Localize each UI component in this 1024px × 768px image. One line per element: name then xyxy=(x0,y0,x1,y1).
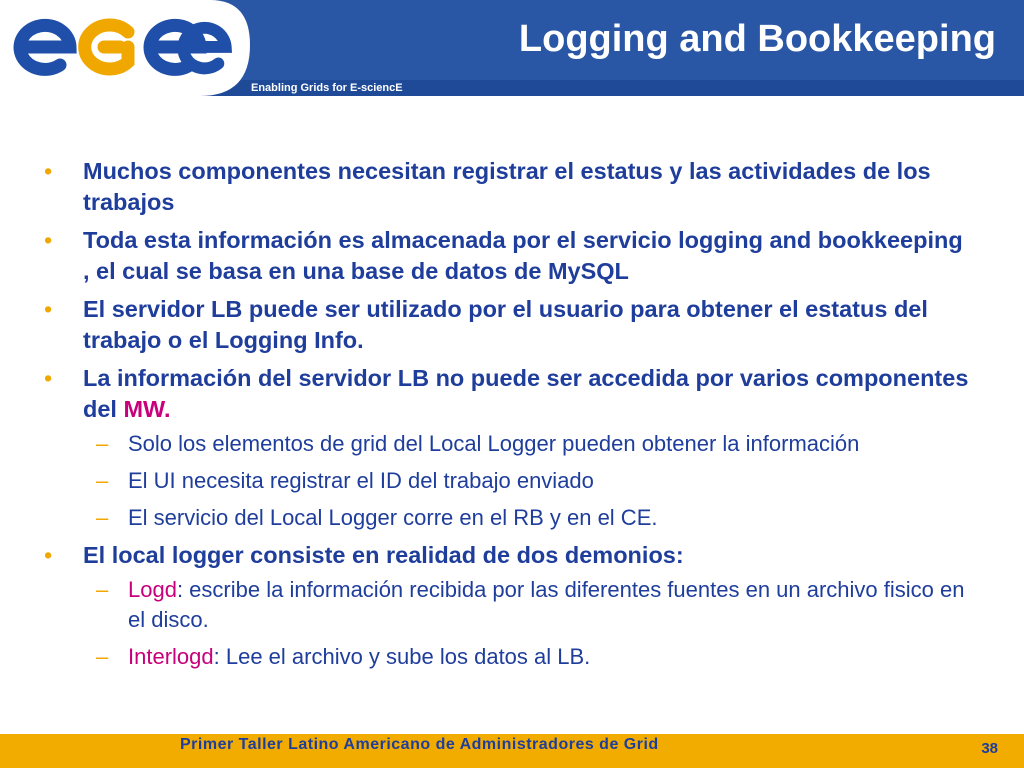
dash-marker: – xyxy=(96,505,109,530)
bullet-item xyxy=(44,540,974,571)
footer-bar xyxy=(0,734,1024,768)
footer-text: Primer Taller Latino Americano de Administradores de Grid xyxy=(180,736,659,753)
dash-marker: – xyxy=(96,431,109,456)
sub-bullet-item xyxy=(44,503,974,533)
bullet-text: Toda esta información es almacenada por el servicio logging and bookkeeping , el cual se basa en una base de datos de MySQL xyxy=(83,227,963,284)
sub-bullet-text: Solo los elementos de grid del Local Logger pueden obtener la información xyxy=(128,431,860,456)
dash-marker: – xyxy=(96,577,109,602)
page-number: 38 xyxy=(981,740,998,757)
sub-bullet-text: : Lee el archivo y sube los datos al LB. xyxy=(213,644,591,669)
bullet-item xyxy=(44,225,974,287)
dash-marker: – xyxy=(96,468,109,493)
bullet-highlight: MW. xyxy=(123,396,171,422)
bullet-text: El servidor LB puede ser utilizado por el usuario para obtener el estatus del trabajo o el Logging Info. xyxy=(83,296,928,353)
dash-marker: – xyxy=(96,644,109,669)
bullet-item xyxy=(44,156,974,218)
sub-bullet-text: : escribe la información recibida por las diferentes fuentes en un archivo fisico en el disco. xyxy=(128,577,965,632)
bullet-marker: • xyxy=(44,158,53,184)
tagline: Enabling Grids for E-sciencE xyxy=(251,82,403,94)
sub-bullet-highlight: Interlogd xyxy=(128,644,214,669)
slide-title: Logging and Bookkeeping xyxy=(518,18,996,60)
bullet-item xyxy=(44,294,974,356)
bullet-text: La información del servidor LB no puede ser accedida por varios componentes del xyxy=(83,365,969,422)
bullet-item xyxy=(44,363,974,425)
bullet-marker: • xyxy=(44,227,53,253)
sub-bullet-item xyxy=(44,466,974,496)
sub-bullet-item xyxy=(44,429,974,459)
sub-bullet-item xyxy=(44,575,974,635)
sub-bullet-text: El servicio del Local Logger corre en el RB y en el CE. xyxy=(128,505,658,530)
egee-logo xyxy=(0,0,250,96)
sub-bullet-highlight: Logd xyxy=(128,577,177,602)
slide-content xyxy=(44,156,974,679)
bullet-marker: • xyxy=(44,542,53,568)
sub-bullet-item xyxy=(44,642,974,672)
sub-bullet-text: El UI necesita registrar el ID del trabajo enviado xyxy=(128,468,594,493)
bullet-text: Muchos componentes necesitan registrar el estatus y las actividades de los trabajos xyxy=(83,158,931,215)
bullet-text: El local logger consiste en realidad de dos demonios: xyxy=(83,542,684,568)
egee-logo-letters xyxy=(20,25,226,69)
bullet-marker: • xyxy=(44,296,53,322)
bullet-marker: • xyxy=(44,365,53,391)
